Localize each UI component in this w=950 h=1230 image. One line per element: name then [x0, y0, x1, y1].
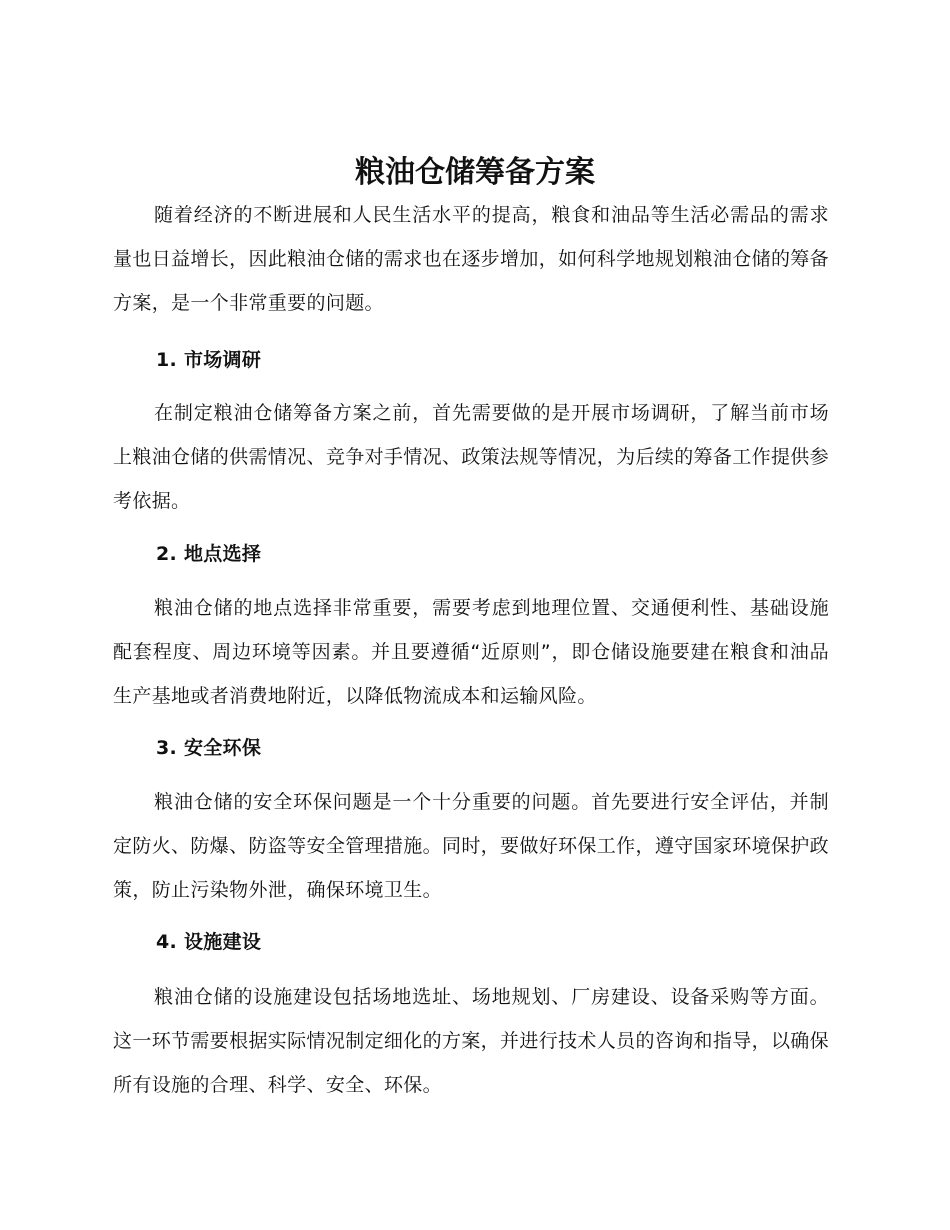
section-body-market-research: 在制定粮油仓储筹备方案之前，首先需要做的是开展市场调研，了解当前市场上粮油仓储的供需情况、竞争对手情况、政策法规等情况，为后续的筹备工作提供参考依据。	[113, 402, 829, 512]
intro-paragraph: 随着经济的不断进展和人民生活水平的提高，粮食和油品等生活必需品的需求量也日益增长，因此粮油仓储的需求也在逐步增加，如何科学地规划粮油仓储的筹备方案，是一个非常重要的问题。	[113, 204, 829, 314]
section-body-site-selection: 粮油仓储的地点选择非常重要，需要考虑到地理位置、交通便利性、基础设施配套程度、周边环境等因素。并且要遵循“近原则”，即仓储设施要建在粮食和油品生产基地或者消费地附近，以降低物流成本和运输风险。	[113, 597, 829, 707]
section-heading-safety-environment: 3. 安全环保	[156, 737, 262, 759]
section-heading-site-selection: 2. 地点选择	[156, 543, 262, 565]
section-body-safety-environment: 粮油仓储的安全环保问题是一个十分重要的问题。首先要进行安全评估，并制定防火、防爆、防盗等安全管理措施。同时，要做好环保工作，遵守国家环境保护政策，防止污染物外泄，确保环境卫生。	[113, 791, 829, 901]
document-title: 粮油仓储筹备方案	[355, 155, 595, 190]
section-heading-facility-construction: 4. 设施建设	[156, 931, 262, 953]
section-heading-market-research: 1. 市场调研	[156, 349, 262, 371]
section-body-facility-construction: 粮油仓储的设施建设包括场地选址、场地规划、厂房建设、设备采购等方面。这一环节需要根据实际情况制定细化的方案，并进行技术人员的咨询和指导，以确保所有设施的合理、科学、安全、环保。	[113, 986, 829, 1096]
